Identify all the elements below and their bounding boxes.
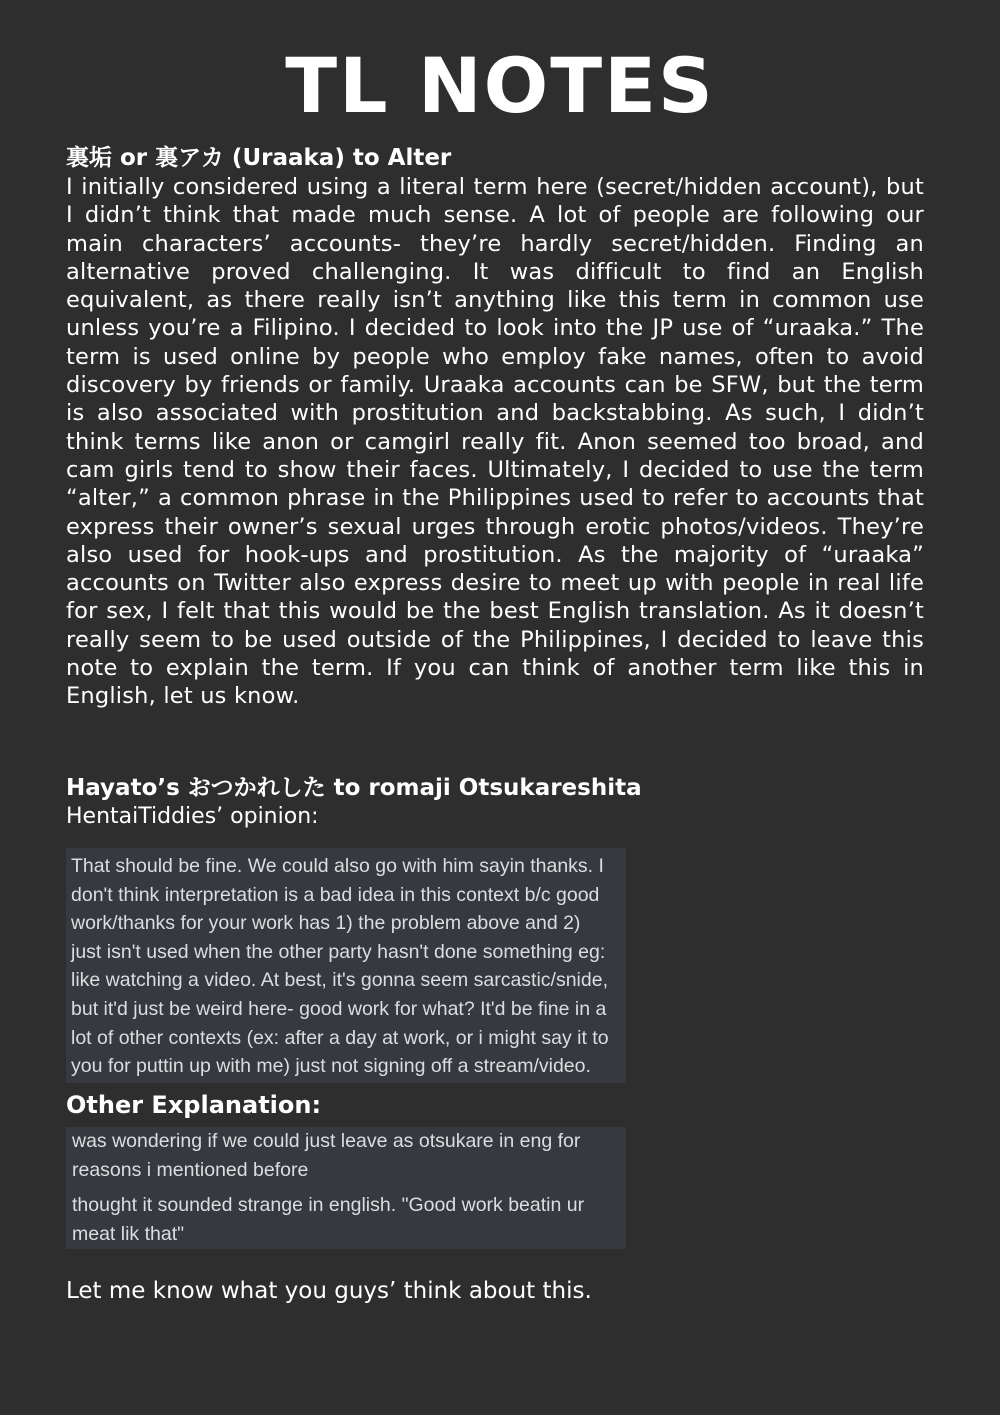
chat-line: you for puttin up with me) just not signing off a stream/video.	[71, 1055, 591, 1078]
chat-line: just isn't used when the other party hasn't done something eg:	[71, 940, 606, 963]
chat-message	[72, 1127, 626, 1185]
chat-line: That should be fine. We could also go with him sayin thanks. I	[71, 855, 604, 877]
chat-line: like watching a video. At best, it's gonna seem sarcastic/snide,	[71, 969, 609, 992]
chat-line: lot of other contexts (ex: after a day at work, or i might say it to	[71, 1026, 609, 1049]
chat-line: was wondering if we could just leave as otsukare in eng for	[72, 1130, 581, 1152]
uraaka-heading: 裏垢 or 裏アカ (Uraaka) to Alter	[66, 145, 452, 171]
chat-line: don't think interpretation is a bad idea in this context b/c good	[71, 883, 600, 906]
chat-message	[72, 1191, 626, 1249]
other-explanation-chat-screenshot	[66, 1127, 626, 1249]
chat-line: meat lik that"	[72, 1223, 185, 1245]
opinion-chat-screenshot	[66, 848, 626, 1083]
chat-line: reasons i mentioned before	[72, 1159, 309, 1181]
chat-line: but it'd just be weird here- good work for what? It'd be fine in a	[71, 997, 607, 1020]
uraaka-note	[66, 144, 924, 711]
closing-remark: Let me know what you guys’ think about this.	[66, 1278, 592, 1304]
page-title: TL NOTES	[285, 41, 715, 130]
opinion-subheading: HentaiTiddies’ opinion:	[66, 804, 319, 829]
chat-line: work/thanks for your work has 1) the problem above and 2)	[71, 912, 581, 935]
otsukareshita-note	[66, 774, 924, 830]
otsukareshita-heading: Hayato’s おつかれした to romaji Otsukareshita	[66, 775, 642, 801]
chat-line: thought it sounded strange in english. "Good work beatin ur	[72, 1194, 585, 1216]
other-explanation-heading: Other Explanation:	[66, 1091, 322, 1119]
uraaka-body: I initially considered using a literal term here (secret/hidden account), but I didn’t think that made much sense. A lot of people are following our main characters’ accounts- they’re hardly secret/hidden. Finding an alternative proved challenging. It was difficult to find an English equivalent, as there really isn’t anything like this term in common use unless you’re a Filipino. I decided to look into the JP use of “uraaka.” The term is used online by people who employ fake names, often to avoid discovery by friends or family. Uraaka accounts can be SFW, but the term is also associated with prostitution and backstabbing. As such, I didn’t think terms like anon or camgirl really fit. Anon seemed too broad, and cam girls tend to show their faces. Ultimately, I decided to use the term “alter,” a common phrase in the Philippines used to refer to accounts that express their owner’s sexual urges through erotic photos/videos. They’re also used for hook-ups and prostitution. As the majority of “uraaka” accounts on Twitter also express desire to meet up with people in real life for sex, I felt that this would be the best English translation. As it doesn’t really seem to be used outside of the Philippines, I decided to leave this note to explain the term. If you can think of another term like this in English, let us know.	[66, 174, 924, 710]
